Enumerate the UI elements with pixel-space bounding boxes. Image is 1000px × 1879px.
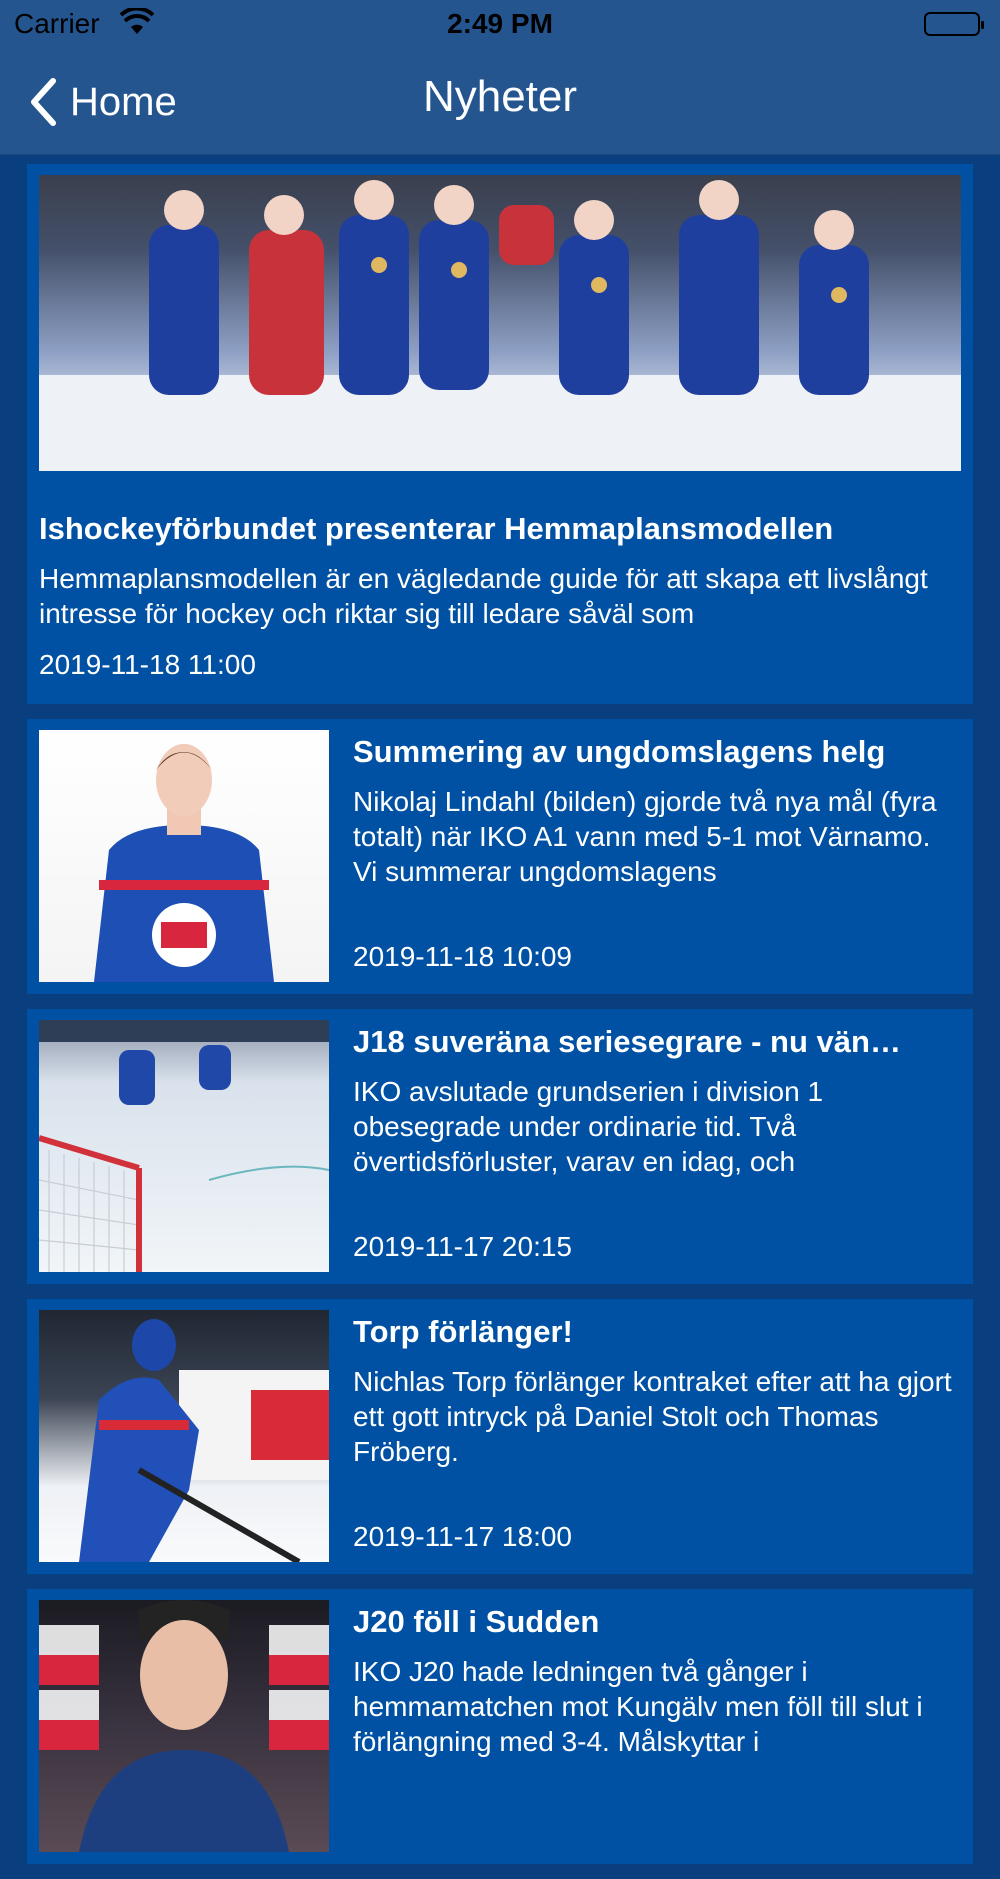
article-summary: Nikolaj Lindahl (bilden) gjorde två nya mål (fyra totalt) när IKO A1 vann med 5-1 mot Värnamo. Vi summerar ungdomslagens <box>353 786 937 887</box>
article-thumbnail <box>39 730 329 982</box>
article-date: 2019-11-17 20:15 <box>353 1231 572 1262</box>
article-summary: IKO J20 hade ledningen två gånger i hemmamatchen mot Kungälv men föll till slut i förlängning med 3-4. Målskyttar i <box>353 1656 923 1757</box>
article-date: 2019-11-17 18:00 <box>353 1521 572 1552</box>
navigation-bar <box>0 50 1000 155</box>
article-summary: IKO avslutade grundserien i division 1 obesegrade under ordinarie tid. Två övertidsförluster, varav en idag, och <box>353 1076 824 1177</box>
page-title: Nyheter <box>422 72 578 121</box>
featured-photo <box>39 175 961 471</box>
article-date: 2019-11-18 10:09 <box>353 941 572 972</box>
status-bar <box>0 0 1000 50</box>
news-feed[interactable] <box>27 164 973 1879</box>
article-summary: Nichlas Torp förlänger kontraket efter att ha gjort ett gott intryck på Daniel Stolt och Thomas Fröberg. <box>353 1366 952 1467</box>
featured-summary: Hemmaplansmodellen är en vägledande guide för att skapa ett livslångt intresse för hockey och riktar sig till ledare såväl som <box>39 563 928 629</box>
clock: 2:49 PM <box>447 8 553 39</box>
news-card[interactable] <box>27 1299 973 1574</box>
article-title: Torp förlänger! <box>353 1314 573 1349</box>
carrier-label: Carrier <box>14 8 100 39</box>
featured-title: Ishockeyförbundet presenterar Hemmaplansmodellen <box>39 511 834 546</box>
article-title: Summering av ungdomslagens helg <box>353 734 886 769</box>
news-card[interactable] <box>27 1589 973 1864</box>
article-thumbnail <box>39 1020 329 1272</box>
featured-date: 2019-11-18 11:00 <box>39 649 256 680</box>
article-title: J20 föll i Sudden <box>353 1604 600 1639</box>
back-label: Home <box>70 79 177 124</box>
news-card[interactable] <box>27 719 973 994</box>
news-card[interactable] <box>27 1009 973 1284</box>
article-title: J18 suveräna seriesegrare - nu vän… <box>353 1024 901 1059</box>
article-thumbnail <box>39 1310 329 1562</box>
news-card-featured[interactable] <box>27 164 973 704</box>
battery-icon <box>924 12 980 36</box>
article-thumbnail <box>39 1600 329 1852</box>
